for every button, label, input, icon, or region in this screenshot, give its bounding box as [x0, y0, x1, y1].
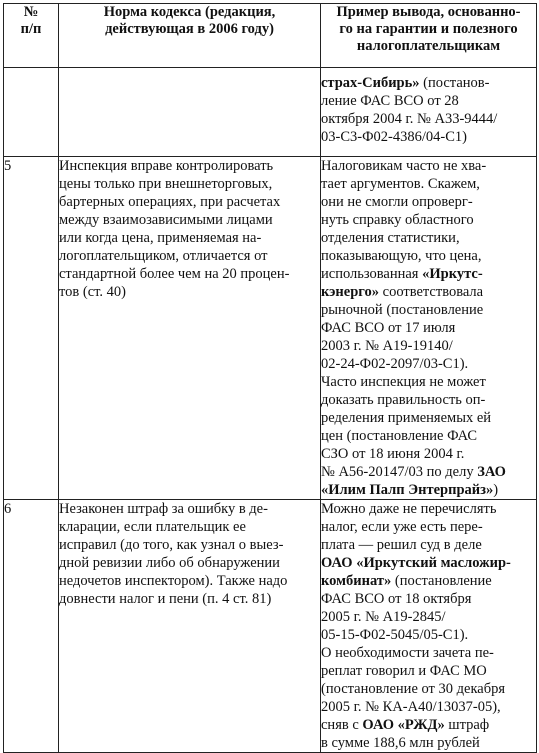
text-segment: тает аргументов. Скажем, — [321, 176, 480, 192]
norm-line: логоплательщиком, отличается от — [59, 248, 268, 264]
norm-line: кларации, если плательщик ее — [59, 519, 246, 535]
text-segment: (постановление от 30 декабря — [321, 681, 506, 697]
example-line — [321, 445, 536, 463]
example-line — [321, 536, 536, 554]
example-line — [321, 734, 536, 752]
table-row — [4, 157, 537, 500]
example-line — [321, 283, 536, 301]
bold-segment: «Иркутс- — [422, 266, 483, 282]
text-segment: использованная — [321, 266, 423, 282]
text-segment: ) — [493, 482, 499, 498]
row-number: 6 — [4, 500, 59, 753]
row-number: 5 — [4, 157, 59, 500]
example-line — [321, 337, 536, 355]
row-number — [4, 68, 59, 157]
text-segment: № А56-20147/03 по делу — [321, 464, 478, 480]
text-segment: доказать правильность оп- — [321, 392, 486, 408]
text-segment: Можно даже не перечислять — [321, 501, 497, 517]
example-line — [321, 608, 536, 626]
text-segment: 2005 г. № КА-А40/13037-05), — [321, 699, 501, 715]
example-line — [321, 463, 536, 481]
example-line — [321, 644, 536, 662]
text-segment: ФАС ВСО от 17 июля — [321, 320, 456, 336]
text-segment: 2005 г. № А19-2845/ — [321, 609, 446, 625]
example-line — [321, 554, 536, 572]
norm-line: или когда цена, применяемая на- — [59, 230, 262, 246]
text-segment: 2003 г. № А19-19140/ — [321, 338, 453, 354]
text-segment: штраф — [444, 717, 490, 733]
example-line — [321, 128, 536, 146]
text-segment: ределения применяемых ей — [321, 410, 492, 426]
example-line — [321, 175, 536, 193]
example-line — [321, 590, 536, 608]
example-line — [321, 518, 536, 536]
example-line — [321, 92, 536, 110]
text-segment: О необходимости зачета пе- — [321, 645, 494, 661]
norm-line: дной ревизии либо об обнаружении — [59, 555, 280, 571]
example-line — [321, 680, 536, 698]
norm-line: тов (ст. 40) — [59, 284, 126, 300]
bold-segment: ОАО «РЖД» — [362, 717, 445, 733]
example-line — [321, 355, 536, 373]
text-segment: они не смогли опроверг- — [321, 194, 473, 210]
example-line — [321, 74, 536, 92]
bold-segment: ОАО «Иркутский масложир- — [321, 555, 511, 571]
header-example: Пример вывода, основанно- го на гарантии и полезного налогоплательщикам — [321, 4, 537, 68]
example-line — [321, 301, 536, 319]
example-line — [321, 626, 536, 644]
header-num: № п/п — [4, 4, 59, 68]
example-line — [321, 716, 536, 734]
example-line — [321, 110, 536, 128]
norm-line: недочетов инспектором). Также надо — [59, 573, 288, 589]
text-segment: нуть справку областного — [321, 212, 474, 228]
text-segment: рыночной (постановление — [321, 302, 484, 318]
norm-line: между взаимозависимыми лицами — [59, 212, 273, 228]
example-line — [321, 319, 536, 337]
text-segment: Налоговикам часто не хва- — [321, 158, 487, 174]
norm-line: цены только при внешнеторговых, — [59, 176, 273, 192]
text-segment: показывающую, что цена, — [321, 248, 482, 264]
example-line — [321, 211, 536, 229]
header-row — [4, 4, 537, 68]
text-segment: (постановление — [391, 573, 492, 589]
norm-line: бартерных операциях, при расчетах — [59, 194, 281, 210]
bold-segment: ЗАО — [477, 464, 506, 480]
norm-cell — [59, 500, 321, 753]
text-segment: плата — решил суд в деле — [321, 537, 482, 553]
example-line — [321, 662, 536, 680]
text-segment: отделения статистики, — [321, 230, 460, 246]
text-segment: в сумме 188,6 млн рублей — [321, 735, 480, 751]
bold-segment: комбинат» — [321, 573, 392, 589]
text-segment: (постанов- — [419, 75, 490, 91]
tax-code-table — [3, 3, 537, 753]
example-line — [321, 481, 536, 499]
example-line — [321, 698, 536, 716]
text-segment: Часто инспекция не может — [321, 374, 486, 390]
norm-line: довнести налог и пени (п. 4 ст. 81) — [59, 591, 272, 607]
text-segment: сняв с — [321, 717, 363, 733]
example-line — [321, 500, 536, 518]
norm-cell — [59, 68, 321, 157]
norm-line: Незаконен штраф за ошибку в де- — [59, 501, 268, 517]
example-line — [321, 157, 536, 175]
text-segment: реплат говорил и ФАС МО — [321, 663, 487, 679]
text-segment: соответствовала — [379, 284, 484, 300]
text-segment: 02-24-Ф02-2097/03-С1). — [321, 356, 469, 372]
header-norm: Норма кодекса (редакция, действующая в 2006 году) — [59, 4, 321, 68]
example-line — [321, 247, 536, 265]
norm-line: исправил (до того, как узнал о выез- — [59, 537, 284, 553]
example-line — [321, 193, 536, 211]
example-cell — [321, 500, 537, 753]
bold-segment: «Илим Палп Энтерпрайз» — [321, 482, 494, 498]
example-line — [321, 373, 536, 391]
text-segment: налог, если уже есть пере- — [321, 519, 483, 535]
example-cell — [321, 157, 537, 500]
example-line — [321, 229, 536, 247]
bold-segment: страх-Сибирь» — [321, 75, 420, 91]
text-segment: октября 2004 г. № А33-9444/ — [321, 111, 498, 127]
text-segment: ление ФАС ВСО от 28 — [321, 93, 459, 109]
norm-cell — [59, 157, 321, 500]
example-line — [321, 409, 536, 427]
text-segment: 03-С3-Ф02-4386/04-С1) — [321, 129, 467, 145]
example-line — [321, 265, 536, 283]
table-row — [4, 68, 537, 157]
bold-segment: кэнерго» — [321, 284, 380, 300]
example-line — [321, 391, 536, 409]
text-segment: ФАС ВСО от 18 октября — [321, 591, 472, 607]
text-segment: 05-15-Ф02-5045/05-С1). — [321, 627, 469, 643]
example-cell — [321, 68, 537, 157]
text-segment: СЗО от 18 июня 2004 г. — [321, 446, 465, 462]
example-line — [321, 427, 536, 445]
norm-line: стандартной более чем на 20 процен- — [59, 266, 290, 282]
text-segment: цен (постановление ФАС — [321, 428, 478, 444]
table-row — [4, 500, 537, 753]
norm-line: Инспекция вправе контролировать — [59, 158, 274, 174]
example-line — [321, 572, 536, 590]
